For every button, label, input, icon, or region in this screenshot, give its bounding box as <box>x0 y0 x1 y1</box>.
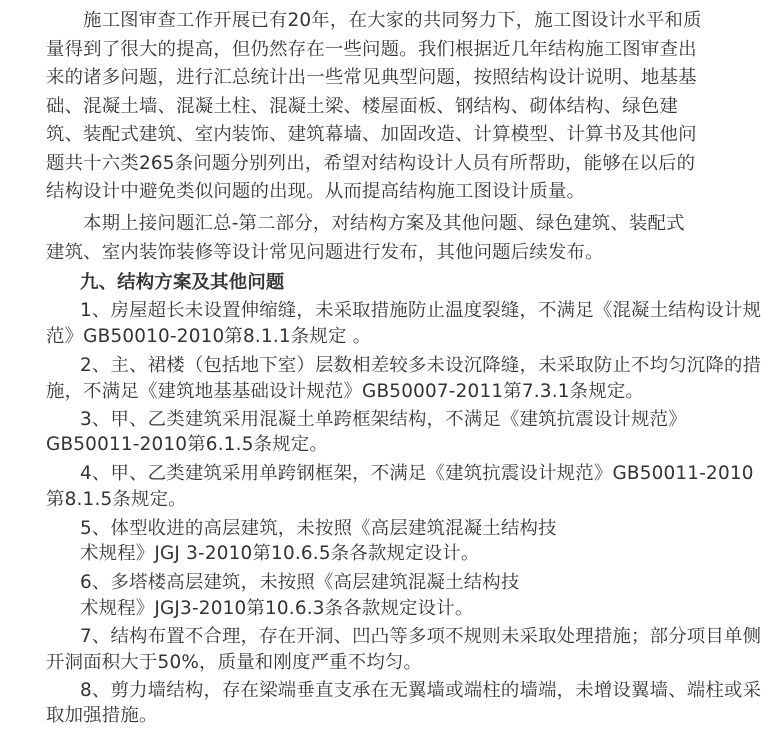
intro-line: 来的诸多问题，进行汇总统计出一些常见典型问题，按照结构设计说明、地基基 <box>46 67 697 88</box>
section-heading: 九、结构方案及其他问题 <box>80 272 285 293</box>
item-line: 3、甲、乙类建筑采用混凝土单跨框架结构，不满足《建筑抗震设计规范》 <box>80 409 687 430</box>
item-line: 7、结构布置不合理，存在开洞、凹凸等多项不规则未采取处理措施；部分项目单侧 <box>80 626 762 647</box>
item-line: 取加强措施。 <box>46 705 158 726</box>
notice-line: 本期上接问题汇总-第二部分，对结构方案及其他问题、绿色建筑、装配式 <box>83 213 685 234</box>
item-line: 施，不满足《建筑地基基础设计规范》GB50007-2011第7.3.1条规定。 <box>46 381 644 402</box>
item-line: 6、多塔楼高层建筑，未按照《高层建筑混凝土结构技 <box>80 572 520 593</box>
item-line: 术规程》JGJ3-2010第10.6.3条各款规定设计。 <box>80 598 474 619</box>
intro-line: 施工图审查工作开展已有20年，在大家的共同努力下，施工图设计水平和质 <box>83 10 702 31</box>
intro-line: 筑、装配式建筑、室内装饰、建筑幕墙、加固改造、计算模型、计算书及其他问 <box>46 124 697 145</box>
intro-line: 础、混凝土墙、混凝土柱、混凝土梁、楼屋面板、钢结构、砌体结构、绿色建 <box>46 96 679 117</box>
item-line: 2、主、裙楼（包括地下室）层数相差较多未设沉降缝，未采取防止不均匀沉降的措 <box>80 355 762 376</box>
item-line: 8、剪力墙结构，存在梁端垂直支承在无翼墙或端柱的墙端，未增设翼墙、端柱或采 <box>80 680 762 701</box>
item-line: 1、房屋超长未设置伸缩缝，未采取措施防止温度裂缝，不满足《混凝土结构设计规 <box>80 300 762 321</box>
notice-line: 建筑、室内装饰装修等设计常见问题进行发布，其他问题后续发布。 <box>46 242 604 263</box>
item-line: 范》GB50010-2010第8.1.1条规定 。 <box>46 326 372 347</box>
item-line: GB50011-2010第6.1.5条规定。 <box>46 434 328 455</box>
intro-line: 结构设计中避免类似问题的出现。从而提高结构施工图设计质量。 <box>46 181 586 202</box>
intro-line: 题共十六类265条问题分别列出，希望对结构设计人员有所帮助，能够在以后的 <box>46 153 696 174</box>
item-line: 第8.1.5条规定。 <box>46 489 187 510</box>
item-line: 术规程》JGJ 3-2010第10.6.5条各款规定设计。 <box>80 543 480 564</box>
item-line: 5、体型收进的高层建筑，未按照《高层建筑混凝土结构技 <box>80 518 557 539</box>
item-line: 4、甲、乙类建筑采用单跨钢框架，不满足《建筑抗震设计规范》GB50011-2010 <box>80 463 754 484</box>
intro-line: 量得到了很大的提高，但仍然存在一些问题。我们根据近几年结构施工图审查出 <box>46 39 697 60</box>
item-line: 开洞面积大于50%，质量和刚度严重不均匀。 <box>46 652 423 673</box>
